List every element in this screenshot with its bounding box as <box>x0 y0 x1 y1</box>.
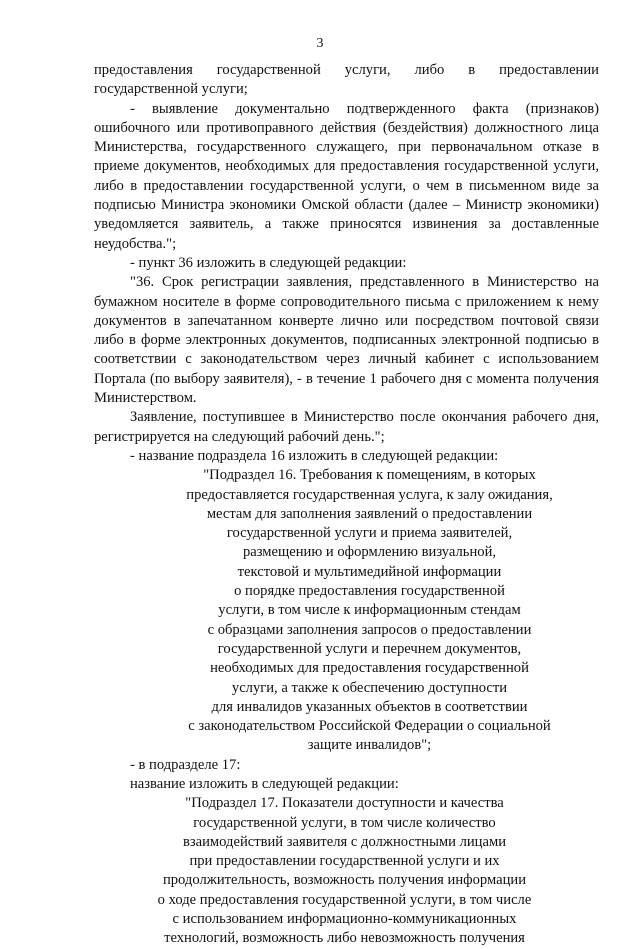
paragraph: - название подраздела 16 изложить в следующей редакции: <box>130 447 499 464</box>
subsection-16-heading <box>134 466 605 755</box>
paragraph: - в подразделе 17: <box>130 756 241 773</box>
heading-line: при предоставлении государственной услуги и их <box>189 853 500 870</box>
heading-line: местам для заполнения заявлений о предоставлении <box>206 505 533 522</box>
heading-line: услуги, в том числе к информационным стендам <box>218 602 521 619</box>
heading-line: с образцами заполнения запросов о предоставлении <box>207 621 532 638</box>
heading-line: защите инвалидов"; <box>307 737 432 754</box>
heading-line: текстовой и мультимедийной информации <box>237 563 502 580</box>
heading-line: о порядке предоставления государственной <box>234 583 505 600</box>
heading-line: для инвалидов указанных объектов в соответствии <box>211 698 528 715</box>
heading-line: государственной услуги и перечнем документов, <box>217 640 522 657</box>
heading-line: государственной услуги и приема заявителей, <box>226 525 513 542</box>
document-body <box>94 61 599 949</box>
heading-line: размещению и оформлению визуальной, <box>242 544 497 561</box>
heading-line: с использованием информационно-коммуникационных <box>172 911 517 928</box>
heading-line: с законодательством Российской Федерации о социальной <box>188 718 551 735</box>
subsection-17-heading <box>130 794 559 948</box>
heading-line: услуги, а также к обеспечению доступности <box>231 679 508 696</box>
paragraph: название изложить в следующей редакции: <box>130 775 399 792</box>
heading-line: необходимых для предоставления государственной <box>210 660 529 677</box>
page-number: 3 <box>316 36 324 51</box>
heading-line: продолжительность, возможность получения информации <box>162 872 527 889</box>
heading-line: о ходе предоставления государственной услуги, в том числе <box>157 891 532 908</box>
paragraph: - выявление документально подтвержденного факта (признаков) ошибочного или противоправного действия (бездействия) должностного лица Министерства, государственного служащего, при первоначальном отказе в приеме документов, необходимых для предоставления государственной услуги, либо в предоставлении государственной услуги, о чем в письменном виде за подписью Министра экономики Омской области (далее – Министр экономики) уведомляется заявитель, а также приносятся извинения за доставленные неудобства."; <box>94 100 599 252</box>
paragraph: Заявление, поступившее в Министерство после окончания рабочего дня, регистрируется на следующий рабочий день."; <box>94 409 599 445</box>
heading-line: предоставляется государственная услуга, к залу ожидания, <box>186 486 553 503</box>
heading-line: технологий, возможность либо невозможность получения <box>164 930 525 947</box>
heading-line: государственной услуги, в том числе количество <box>193 814 496 831</box>
heading-line: взаимодействий заявителя с должностными лицами <box>182 833 506 850</box>
paragraph: предоставления государственной услуги, либо в предоставлении государственной услуги; <box>94 62 599 98</box>
paragraph: "36. Срок регистрации заявления, представленного в Министерство на бумажном носителе в форме сопроводительного письма с приложением к нему документов в запечатанном конверте лично или посредством почтовой связи либо в форме электронных документов, подписанных электронной подписью в соответствии с законодательством через личный кабинет с использованием Портала (по выбору заявителя), - в течение 1 рабочего дня с момента получения Министерством. <box>94 274 599 407</box>
heading-line: "Подраздел 17. Показатели доступности и качества <box>185 795 504 812</box>
heading-line: "Подраздел 16. Требования к помещениям, в которых <box>203 467 536 484</box>
paragraph: - пункт 36 изложить в следующей редакции: <box>130 254 407 271</box>
